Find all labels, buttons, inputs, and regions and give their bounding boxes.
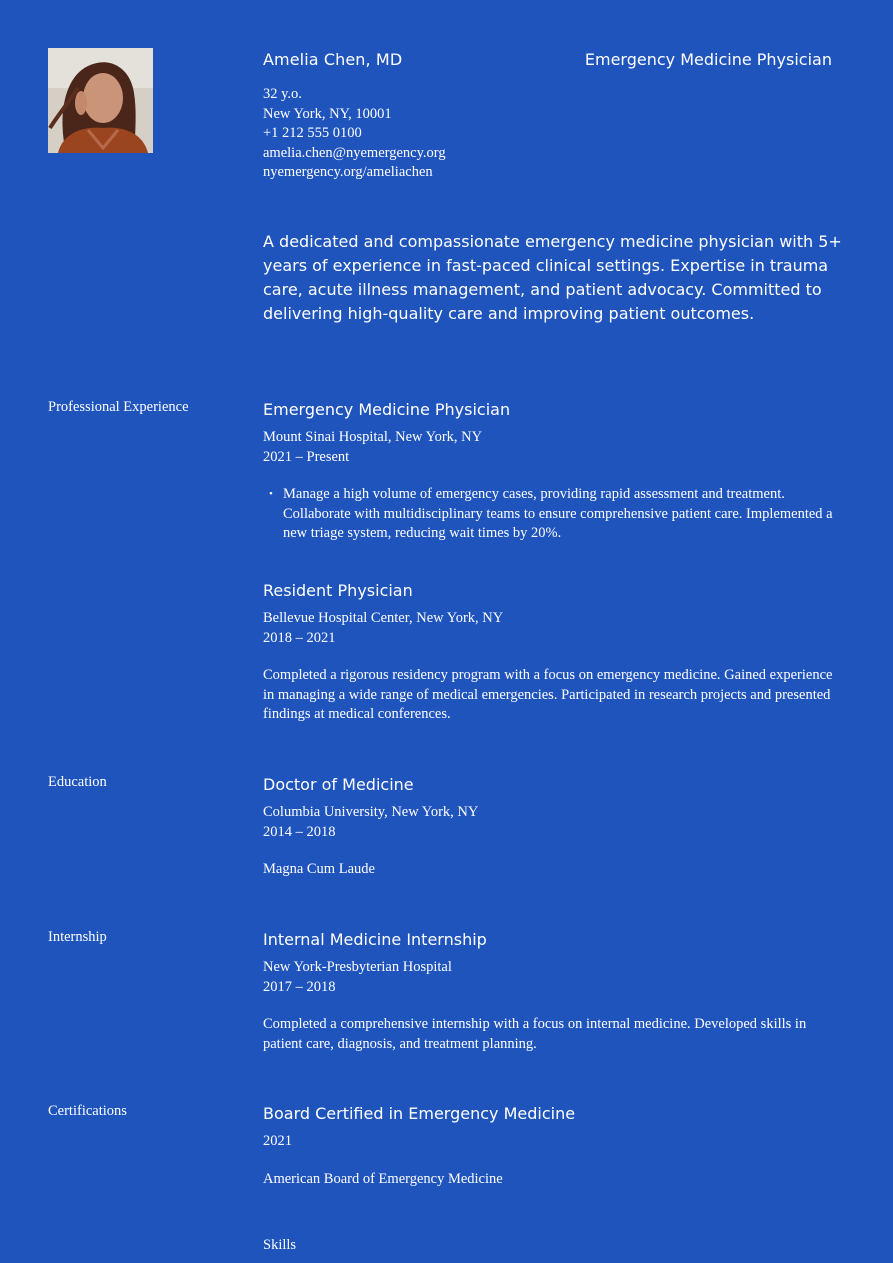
entry-bullets xyxy=(263,485,838,544)
certification-entry xyxy=(263,1104,838,1189)
section-label-education: Education xyxy=(48,774,107,790)
entry-description: Completed a rigorous residency program with a focus on emergency medicine. Gained experience in managing a wide range of medical emergencies. Participated in research projects and presented findings at medical conferences. xyxy=(263,667,833,722)
profile-photo xyxy=(48,48,153,153)
entry-description: Completed a comprehensive internship with a focus on internal medicine. Developed skills in patient care, diagnosis, and treatment planning. xyxy=(263,1016,807,1052)
entry-title: Emergency Medicine Physician xyxy=(263,400,511,419)
contact-info xyxy=(263,85,446,183)
entry-title: Resident Physician xyxy=(263,581,413,600)
entry-honors: Magna Cum Laude xyxy=(263,861,375,877)
section-label-certifications: Certifications xyxy=(48,1103,127,1119)
age: 32 y.o. xyxy=(263,86,302,102)
entry-dates: 2014 – 2018 xyxy=(263,823,336,840)
bullet-item: • Manage a high volume of emergency cases, providing rapid assessment and treatment. Collaborate with multidisciplinary teams to ensure comprehensive patient care. Implemented a new triage system, reducing wait times by 20%. xyxy=(263,485,838,544)
internship-entry xyxy=(263,930,838,1054)
entry-title: Board Certified in Emergency Medicine xyxy=(263,1104,576,1123)
experience-entry xyxy=(263,400,838,544)
section-label-skills: Skills xyxy=(263,1237,297,1253)
entry-title: Doctor of Medicine xyxy=(263,775,414,794)
entry-organization: Bellevue Hospital Center, New York, NY xyxy=(263,610,504,626)
job-title: Emergency Medicine Physician xyxy=(584,50,832,69)
experience-entry xyxy=(263,581,838,725)
entry-dates: 2021 – Present xyxy=(263,448,350,465)
phone[interactable]: +1 212 555 0100 xyxy=(263,125,362,141)
candidate-name: Amelia Chen, MD xyxy=(263,50,403,69)
website-link[interactable]: nyemergency.org/ameliachen xyxy=(263,164,433,180)
profile-summary: A dedicated and compassionate emergency medicine physician with 5+ years of experience in fast-paced clinical settings. Expertise in trauma care, acute illness management, and patient advocacy. Committed to delivering high-quality care and improving patient outcomes. xyxy=(263,232,842,323)
entry-title: Internal Medicine Internship xyxy=(263,930,487,949)
section-label-internship: Internship xyxy=(48,929,107,945)
entry-issuer: American Board of Emergency Medicine xyxy=(263,1170,503,1187)
email-link[interactable]: amelia.chen@nyemergency.org xyxy=(263,144,446,161)
entry-dates: 2017 – 2018 xyxy=(263,978,336,995)
entry-organization: Columbia University, New York, NY xyxy=(263,804,479,820)
section-label-experience: Professional Experience xyxy=(48,399,189,415)
location: New York, NY, 10001 xyxy=(263,105,392,122)
entry-organization: Mount Sinai Hospital, New York, NY xyxy=(263,429,483,445)
person-portrait-icon xyxy=(48,48,153,153)
entry-dates: 2018 – 2021 xyxy=(263,629,336,646)
entry-organization: New York-Presbyterian Hospital xyxy=(263,959,452,975)
entry-dates: 2021 xyxy=(263,1133,292,1149)
education-entry xyxy=(263,775,838,880)
